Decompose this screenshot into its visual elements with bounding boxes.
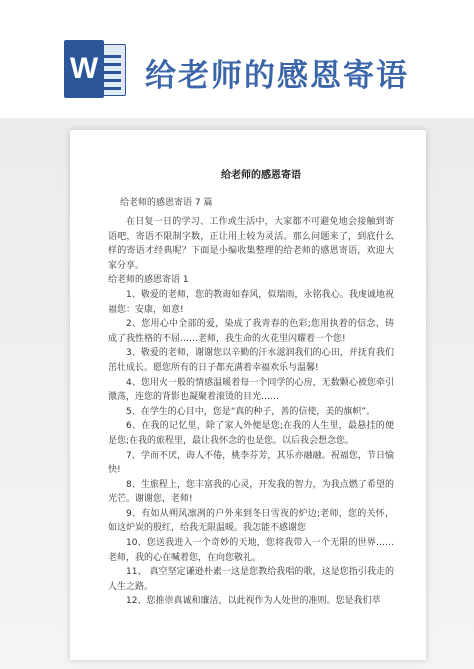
list-item: 12、您推崇真诚和廉洁，以此视作为人处世的准则。您是我们萃 (126, 596, 381, 607)
document-subtitle: 给老师的感恩寄语 7 篇 (120, 198, 213, 208)
word-badge: W (64, 40, 104, 98)
section-heading: 给老师的感恩寄语 1 (108, 275, 189, 286)
list-item: 7、学而不厌，诲人不倦，桃李芬芳，其乐亦融融。祝福您，节日愉快! (108, 450, 394, 476)
banner-title: 给老师的感恩寄语 (145, 58, 409, 94)
list-item: 2、您用心中全部的爱，染成了我青春的色彩;您用执着的信念，铸成了我性格的不屈……老师，我生命的火花里闪耀着一个您! (108, 319, 394, 344)
list-item: 6、在我的记忆里，除了家人外便是您;在我的人生里，最悬挂的便是您;在我的旅程里，最让我怀念的也是您。以后我会想念您。 (108, 421, 394, 446)
header-banner (0, 0, 474, 118)
list-item: 3、敬爱的老师，谢谢您以辛勤的汗水滋润我们的心田，并抚育我们茁壮成长。愿您所有的日子都充满着幸福欢乐与温馨! (108, 348, 394, 373)
document-page[interactable] (70, 130, 426, 660)
word-document-icon (64, 40, 126, 98)
list-item: 1、敬爱的老师，您的教诲如春风，似瑞雨，永铭我心。我虔诚地祝福您：安康，如意! (108, 289, 394, 315)
list-item: 9、有如从朔风凛冽的户外来到冬日雪夜的炉边;老师，您的关怀，如这炉炭的殷红，给我无限温暖。我怎能不感谢您 (108, 508, 394, 534)
document-body (70, 130, 426, 609)
document-title: 给老师的感恩寄语 (221, 170, 301, 181)
page-fade-overlay (70, 630, 426, 660)
list-item: 11、 真空坚定谦逊朴素一这是您教给我唱的歌，这是您指引我走的人生之路。 (108, 567, 394, 592)
list-item: 4、您用火一般的情感温暖着每一个同学的心房，无数颗心被您牵引激荡，连您的背影也凝聚着滚烫的目光…… (108, 377, 394, 403)
list-item: 5、在学生的心目中，您是“真的种子，善的信使，美的旗帜”。 (126, 406, 376, 417)
intro-paragraph: 在日复一日的学习、工作或生活中，大家都不可避免地会接触到寄语吧，寄语不限制字数，正让用上较为灵活。那么问题来了，到底什么样的寄语才经典呢？下面是小编收集整理的给老师的感恩寄语，欢迎大家分享。 (108, 217, 394, 271)
list-item: 8、生旅程上，您丰富我的心灵，开发我的智力，为我点燃了希望的光芒。谢谢您，老师! (108, 479, 394, 505)
list-item: 10、您送我进入一个奇妙的天地，您将我带入一个无限的世界……老师，我的心在喊着您，在向您敬礼。 (108, 538, 394, 563)
